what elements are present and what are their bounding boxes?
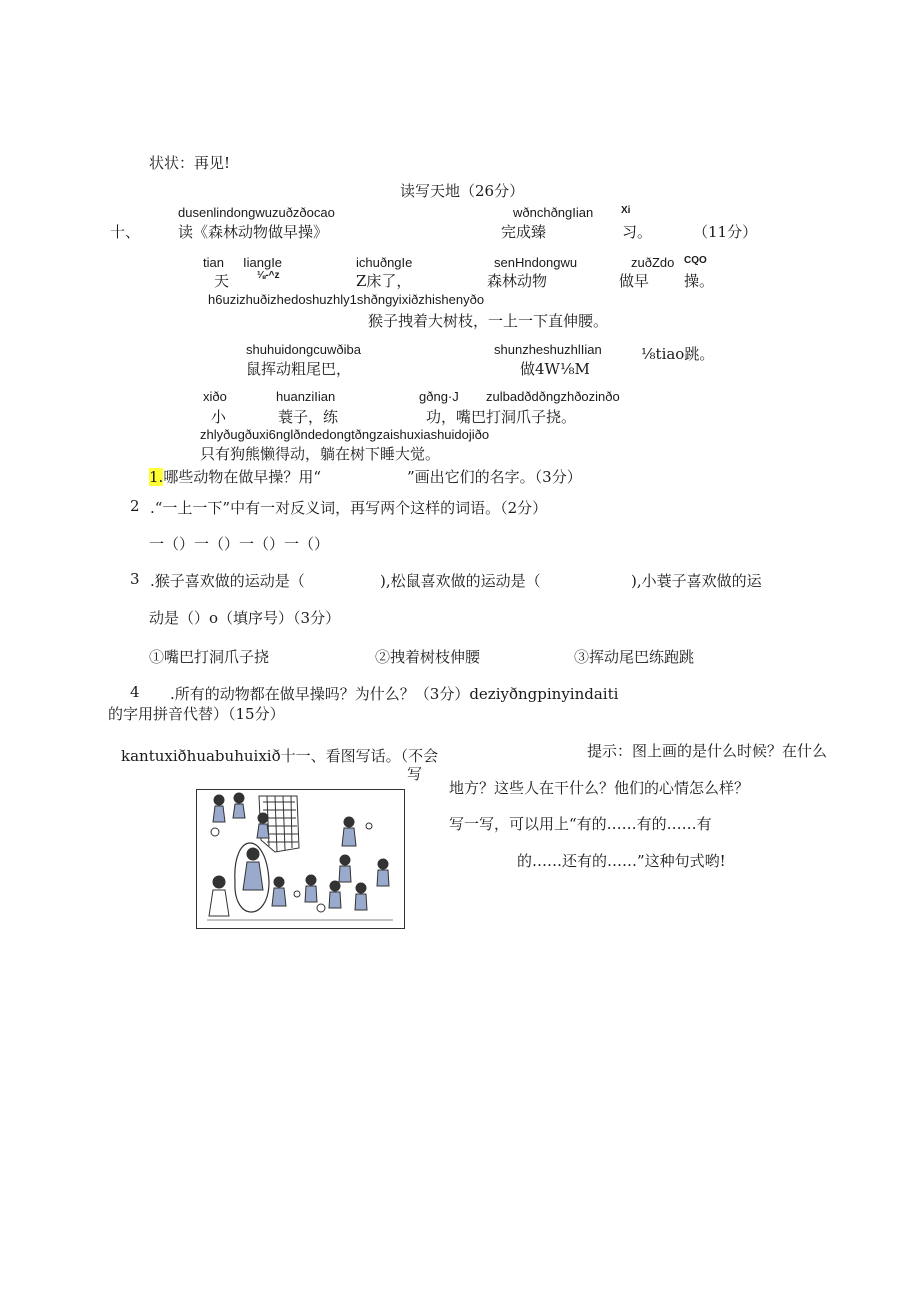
passage-l5: 只有狗熊懒得动，躺在树下睡大觉。 [200, 445, 441, 463]
q10-pinyin-complete: wðnchðngIian [513, 205, 594, 220]
passage-l1-pinyin-d: senHndongwu [494, 255, 578, 270]
q3-option-3: ③挥动尾巴练跑跳 [574, 648, 695, 666]
q1-number: 1. [149, 468, 164, 486]
q3-option-1: ①嘴巴打洞爪子挠 [149, 648, 270, 666]
passage-l3-b: 做4W⅛M [520, 360, 590, 378]
q10-score: （11分） [693, 223, 758, 241]
q3-text-a: .猴子喜欢做的运动是（ [150, 572, 305, 590]
passage-l4-pinyin-a: xiðo [203, 389, 227, 404]
q11-hint-3: 写一写，可以用上“有的……有的……有 [449, 815, 712, 833]
q4-number: 4 [130, 683, 140, 701]
passage-l5-pinyin: zhlyðugðuxi6nglðndedongtðngzaishuxiashuidojiðo [200, 427, 490, 442]
passage-l1-e: 做早 [619, 272, 650, 290]
q10-prompt: 读《森林动物做早操》 [178, 223, 329, 241]
passage-l1-a: 天 [214, 272, 230, 290]
q11-text: kantuxiðhuabuhuixið十一、看图写话。（不会 [121, 747, 439, 765]
q4-line-2: 的字用拼音代替）（15分） [108, 705, 285, 723]
q10-number: 十、 [110, 223, 141, 241]
q3-number: 3 [130, 570, 140, 588]
q10-complete: 完成臻 [501, 223, 547, 241]
passage-l3-c: ⅛tiao跳。 [641, 345, 715, 363]
q11-text-write: 写 [407, 765, 423, 783]
passage-l4-a: 小 [211, 408, 227, 426]
passage-l4-pinyin-c: gðng·J [419, 389, 459, 404]
passage-l1-b: ⅛-^z [257, 270, 280, 281]
passage-l3-pinyin-b: shunzheshuzhlIian [494, 342, 602, 357]
passage-l1-c: Z床了， [356, 272, 412, 290]
q11-hint-4: 的……还有的……”这种句式哟! [517, 852, 726, 870]
passage-l4-c: 功，嘴巴打洞爪子挠。 [426, 408, 577, 426]
passage-l4-pinyin-d: zulbadðdðngzhðozinðo [486, 389, 620, 404]
q2-number: 2 [130, 497, 140, 515]
q10-pinyin-prefix: dusenlindongwuzuðzðocao [178, 205, 335, 220]
passage-l1-pinyin-b: IiangIe [243, 255, 283, 270]
q3-text-b: ),松鼠喜欢做的运动是（ [380, 572, 541, 590]
children-playing-drawing [197, 790, 403, 927]
q1-text: 哪些动物在做早操？用“ [163, 468, 321, 486]
q10-pinyin-xi: Xi [621, 205, 631, 216]
q3-line-2: 动是（）o（填序号）（3分） [149, 609, 341, 627]
q11-hint-2: 地方？这些人在干什么？他们的心情怎么样？ [449, 779, 750, 797]
q3-text-c: ),小蓑子喜欢做的运 [631, 572, 762, 590]
passage-l4-b: 蓑子，练 [278, 408, 339, 426]
q3-option-2: ②拽着树枝伸腰 [375, 648, 481, 666]
passage-l2: 猴子拽着大树枝，一上一下直伸腰。 [368, 312, 609, 330]
q2-blanks: 一（）一（）一（）一（） [149, 535, 330, 553]
playground-illustration [196, 789, 405, 929]
greeting: 状状：再见! [149, 154, 231, 172]
q1-text-2: ”画出它们的名字。（3分） [406, 468, 582, 486]
passage-l1-pinyin-c: ichuðngIe [356, 255, 413, 270]
q11-hint-1: 提示：图上画的是什么时候？在什么 [587, 742, 828, 760]
passage-l2-pinyin: h6uzizhuðizhedoshuzhly1shðngyixiðzhishenyðo [208, 292, 485, 307]
passage-l3-pinyin-a: shuhuidongcuwðiba [246, 342, 361, 357]
q2-text: .“一上一下”中有一对反义词，再写两个这样的词语。（2分） [150, 499, 548, 517]
q1-line [149, 466, 582, 487]
passage-l1-pinyin-a: tian [203, 255, 224, 270]
passage-l1-d: 森林动物 [487, 272, 548, 290]
passage-l4-pinyin-b: huanziIian [276, 389, 336, 404]
passage-l1-f: 操。 [684, 272, 715, 290]
section-title: 读写天地（26分） [400, 182, 525, 200]
q10-xi: 习。 [622, 223, 653, 241]
q4-text: .所有的动物都在做早操吗？为什么？（3分）deziyðngpinyindaiti [170, 685, 619, 703]
passage-l1-pinyin-e: zuðZdo [631, 255, 675, 270]
passage-l1-pinyin-f: CQO [684, 255, 707, 266]
passage-l3-a: 鼠挥动粗尾巴， [246, 360, 352, 378]
